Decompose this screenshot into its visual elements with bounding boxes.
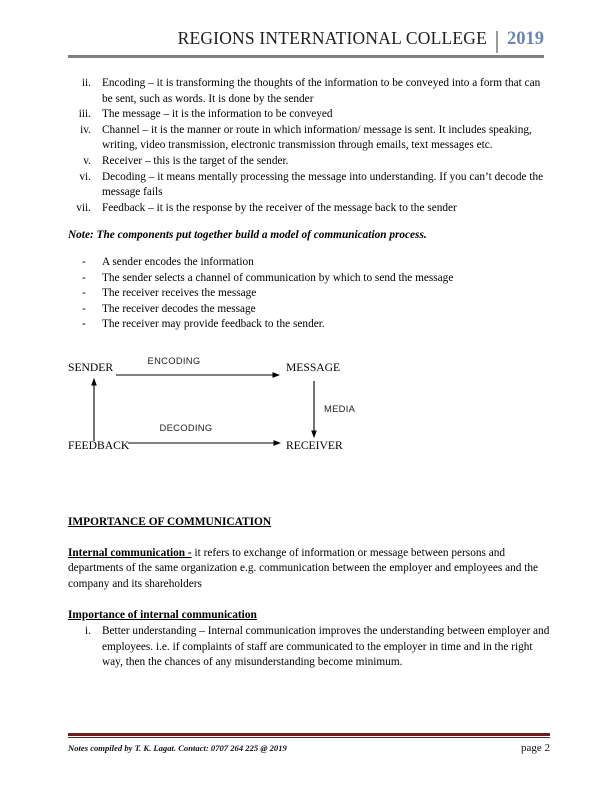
internal-communication-term: Internal communication - [68,546,192,559]
list-item [68,76,550,107]
diagram-node-sender: SENDER [68,361,114,374]
process-steps-list [68,255,550,333]
footer-page-number: page 2 [520,742,550,754]
footer-row [68,742,550,754]
list-text: The receiver decodes the message [102,302,256,315]
list-item [68,123,550,154]
list-marker: vii. [76,201,91,214]
diagram-node-feedback: FEEDBACK [68,439,130,452]
list-text: Receiver – this is the target of the sender. [102,154,289,167]
communication-process-diagram [68,357,398,467]
footer-rule-thin [68,737,550,738]
list-item [68,271,550,287]
list-text: Better understanding – Internal communication improves the understanding between employer and employees. i.e. if complaints of staff are communicated to the employer in time and in the right way, then the chances of any misunderstanding become minimum. [102,624,550,669]
diagram-node-message: MESSAGE [286,361,341,374]
list-text: A sender encodes the information [102,255,254,268]
list-text: Decoding – it means mentally processing the message into understanding. If you can’t decode the message fails [102,170,544,199]
header-divider [496,31,498,53]
list-marker: iii. [78,108,91,121]
list-marker: ii. [81,77,91,89]
internal-communication-paragraph [68,546,550,593]
section-heading-importance: IMPORTANCE OF COMMUNICATION [68,516,272,528]
list-marker: i. [85,624,91,637]
importance-items-list [68,624,550,671]
diagram-node-receiver: RECEIVER [286,439,343,452]
list-item [68,170,550,201]
list-item [68,107,550,123]
list-item [68,317,550,333]
main-content [68,76,550,333]
diagram-edge-decoding: DECODING [159,422,213,433]
list-marker: - [82,302,86,315]
list-item [68,286,550,302]
subsection-heading-importance-internal: Importance of internal communication [68,609,257,622]
list-marker: iv. [80,123,91,136]
list-text: The receiver receives the message [102,287,257,300]
footer-rule-thick [68,733,550,736]
list-text: Channel – it is the manner or route in which information/ message is sent. It includes speaking, writing, video transmission, electronic transmission through emails, text messages etc. [102,123,532,152]
note-text: Note: The components put together build a model of communication process. [68,229,427,242]
header-title-row [68,28,544,50]
list-item [68,154,550,170]
list-text: The sender selects a channel of communication by which to send the message [102,271,454,284]
header-rule [68,55,544,58]
internal-communication-body: it refers to exchange of information or message between persons and departments of the same organization e.g. communication between the employer and employees and the company and its shareholders [68,546,539,590]
importance-section [68,515,550,671]
list-item [68,624,550,671]
list-marker: - [82,287,86,300]
footer-credit: Notes compiled by T. K. Lagat. Contact: 0707 264 225 @ 2019 [68,743,287,753]
list-marker: - [82,255,86,268]
list-text: The receiver may provide feedback to the sender. [102,318,325,331]
list-item [68,255,550,271]
diagram-edge-encoding: ENCODING [147,357,201,366]
list-text: Feedback – it is the response by the receiver of the message back to the sender [102,201,457,214]
list-marker: - [82,271,86,284]
list-item [68,201,550,217]
list-marker: - [82,318,86,331]
page-footer [68,733,550,755]
list-item [68,302,550,318]
list-text: The message – it is the information to be conveyed [102,108,333,121]
header-year: 2019 [507,29,544,49]
list-marker: vi. [79,170,91,183]
list-marker: v. [83,154,91,167]
components-list [68,76,550,216]
page-header [68,28,544,58]
institution-title: REGIONS INTERNATIONAL COLLEGE [177,28,487,48]
list-text: Encoding – it is transforming the thoughts of the information to be conveyed into a form that can be sent, such as words. It is done by the sender [102,77,541,105]
diagram-edge-media: MEDIA [324,403,356,414]
